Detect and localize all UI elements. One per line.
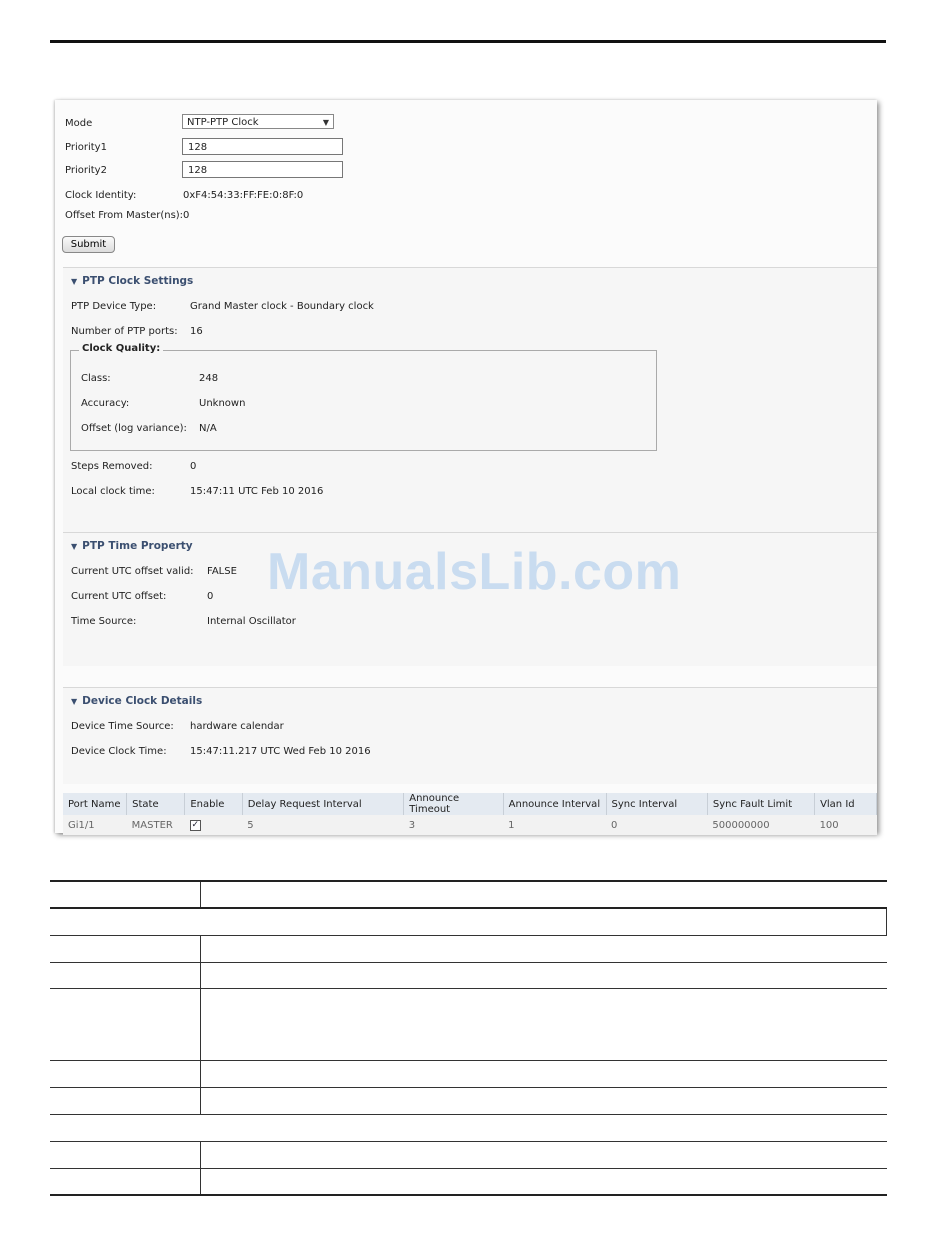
- class-value: 248: [199, 373, 219, 384]
- doc-cell: [50, 908, 887, 935]
- column-header-sync-interval[interactable]: Sync Interval: [606, 793, 707, 815]
- ptp-clock-settings-section: [63, 267, 877, 533]
- doc-cell: [50, 881, 201, 908]
- column-header-enable[interactable]: Enable: [185, 793, 242, 815]
- doc-cell: [201, 988, 887, 1060]
- utc-offset-value: 0: [207, 591, 214, 602]
- column-header-announce-interval[interactable]: Announce Interval: [503, 793, 606, 815]
- doc-table-row: [50, 962, 887, 988]
- column-header-sync-fault-limit[interactable]: Sync Fault Limit: [707, 793, 814, 815]
- triangle-down-icon: ▼: [71, 542, 78, 551]
- steps-removed-value: 0: [190, 461, 197, 472]
- cell-port-name: Gi1/1: [63, 815, 127, 835]
- device-time-source-value: hardware calendar: [190, 721, 284, 732]
- doc-cell: [50, 1141, 201, 1168]
- checkbox-checked-icon[interactable]: ✓: [191, 820, 200, 830]
- cell-delay-request-interval: 5: [242, 815, 404, 835]
- cell-enable: [185, 815, 242, 835]
- priority1-input[interactable]: 128: [182, 138, 343, 155]
- doc-cell: [50, 935, 201, 962]
- mode-select[interactable]: [182, 114, 334, 129]
- time-source-label: Time Source:: [71, 616, 137, 627]
- doc-cell: [201, 1060, 887, 1087]
- doc-table-row: [50, 1114, 887, 1141]
- doc-cell: [50, 1060, 201, 1087]
- column-header-port-name[interactable]: Port Name: [63, 793, 127, 815]
- offset-from-master-value: 0: [183, 210, 190, 221]
- clock-quality-group: [70, 343, 657, 451]
- doc-cell: [201, 881, 887, 908]
- doc-table-header-row: [50, 881, 887, 908]
- mode-select-value: NTP-PTP Clock: [187, 117, 259, 128]
- doc-table-row: [50, 1087, 887, 1114]
- clock-quality-title: Clock Quality:: [79, 343, 163, 354]
- utc-offset-label: Current UTC offset:: [71, 591, 167, 602]
- column-header-vlan-id[interactable]: Vlan Id: [815, 793, 877, 815]
- ptp-config-panel: [55, 100, 877, 833]
- ptp-port-table: [63, 793, 877, 835]
- ptp-time-property-header[interactable]: [71, 540, 193, 552]
- num-ptp-ports-value: 16: [190, 326, 203, 337]
- ptp-device-type-label: PTP Device Type:: [71, 301, 157, 312]
- doc-cell: [201, 1087, 887, 1114]
- priority1-label: Priority1: [65, 142, 107, 153]
- device-clock-time-value: 15:47:11.217 UTC Wed Feb 10 2016: [190, 746, 371, 757]
- ptp-clock-settings-title: PTP Clock Settings: [82, 275, 194, 287]
- doc-cell: [50, 1114, 887, 1141]
- priority2-label: Priority2: [65, 165, 107, 176]
- device-clock-time-label: Device Clock Time:: [71, 746, 167, 757]
- doc-table-row: [50, 1168, 887, 1195]
- local-clock-time-value: 15:47:11 UTC Feb 10 2016: [190, 486, 324, 497]
- ptp-clock-settings-header[interactable]: [71, 275, 193, 287]
- doc-cell: [50, 962, 201, 988]
- device-clock-details-header[interactable]: [71, 695, 202, 707]
- priority2-input[interactable]: 128: [182, 161, 343, 178]
- document-table: [50, 880, 887, 1196]
- ptp-time-property-title: PTP Time Property: [82, 540, 193, 552]
- column-header-delay-request-interval[interactable]: Delay Request Interval: [242, 793, 404, 815]
- cell-state: MASTER: [127, 815, 185, 835]
- cell-vlan-id: 100: [815, 815, 877, 835]
- ptp-device-type-value: Grand Master clock - Boundary clock: [190, 301, 374, 312]
- device-time-source-label: Device Time Source:: [71, 721, 174, 732]
- doc-cell: [50, 1087, 201, 1114]
- utc-offset-valid-label: Current UTC offset valid:: [71, 566, 194, 577]
- local-clock-time-label: Local clock time:: [71, 486, 155, 497]
- table-header-row: [63, 793, 877, 815]
- device-clock-details-title: Device Clock Details: [82, 695, 203, 707]
- triangle-down-icon: ▼: [71, 697, 78, 706]
- doc-table-row: [50, 935, 887, 962]
- cell-sync-fault-limit: 500000000: [707, 815, 814, 835]
- cell-sync-interval: 0: [606, 815, 707, 835]
- accuracy-label: Accuracy:: [81, 398, 130, 409]
- offset-from-master-label: Offset From Master(ns):: [65, 210, 184, 221]
- time-source-value: Internal Oscillator: [207, 616, 296, 627]
- column-header-state[interactable]: State: [127, 793, 185, 815]
- clock-identity-label: Clock Identity:: [65, 190, 137, 201]
- doc-table-row: [50, 988, 887, 1060]
- doc-cell: [201, 962, 887, 988]
- watermark: ManualsLib.com: [267, 543, 682, 601]
- top-rule: [50, 40, 886, 43]
- num-ptp-ports-label: Number of PTP ports:: [71, 326, 178, 337]
- utc-offset-valid-value: FALSE: [207, 566, 237, 577]
- table-row[interactable]: [63, 815, 877, 835]
- cell-announce-timeout: 3: [404, 815, 503, 835]
- column-header-announce-timeout[interactable]: Announce Timeout: [404, 793, 503, 815]
- accuracy-value: Unknown: [199, 398, 246, 409]
- offset-log-variance-value: N/A: [199, 423, 217, 434]
- doc-table-row: [50, 908, 887, 935]
- doc-cell: [201, 1141, 887, 1168]
- device-clock-details-section: [63, 687, 877, 784]
- submit-button[interactable]: Submit: [62, 236, 115, 253]
- doc-cell: [201, 935, 887, 962]
- cell-announce-interval: 1: [503, 815, 606, 835]
- mode-label: Mode: [65, 118, 93, 129]
- doc-cell: [50, 988, 201, 1060]
- doc-table-row: [50, 1141, 887, 1168]
- offset-log-variance-label: Offset (log variance):: [81, 423, 187, 434]
- doc-cell: [50, 1168, 201, 1195]
- steps-removed-label: Steps Removed:: [71, 461, 153, 472]
- chevron-down-icon: ▼: [322, 118, 329, 127]
- triangle-down-icon: ▼: [71, 277, 78, 286]
- doc-table-row: [50, 1060, 887, 1087]
- doc-cell: [201, 1168, 887, 1195]
- clock-identity-value: 0xF4:54:33:FF:FE:0:8F:0: [183, 190, 304, 201]
- class-label: Class:: [81, 373, 111, 384]
